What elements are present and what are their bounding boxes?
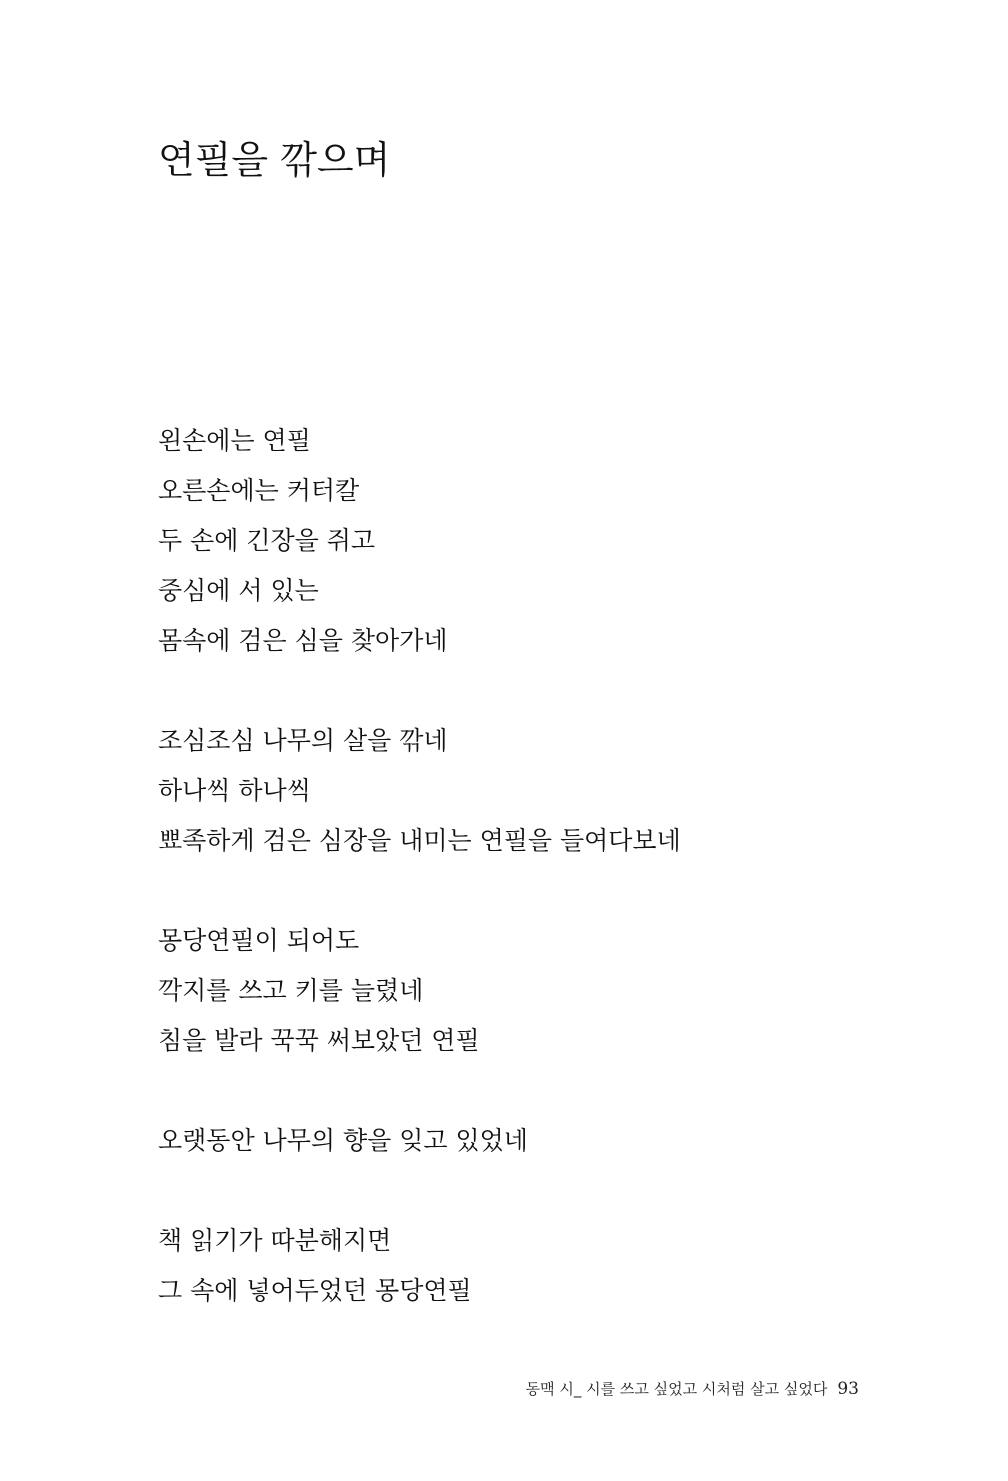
poem-line: 오랫동안 나무의 향을 잊고 있었네 <box>158 1126 528 1155</box>
poem-line: 두 손에 긴장을 쥐고 <box>158 526 376 555</box>
poem-line: 그 속에 넣어두었던 몽당연필 <box>158 1276 472 1305</box>
stanza <box>158 1216 878 1316</box>
poem-line: 하나씩 하나씩 <box>158 776 311 805</box>
poem-body <box>158 416 878 1366</box>
running-title: 동맥 시_ 시를 쓰고 싶었고 시처럼 살고 싶었다 <box>525 1380 828 1398</box>
poem-line: 뾰족하게 검은 심장을 내미는 연필을 들여다보네 <box>158 826 681 855</box>
poem-line: 몽당연필이 되어도 <box>158 926 360 955</box>
stanza <box>158 416 878 666</box>
poem-line: 몸속에 검은 심을 찾아가네 <box>158 626 448 655</box>
page-number: 93 <box>837 1379 859 1399</box>
poem-line: 왼손에는 연필 <box>158 426 311 455</box>
page-footer <box>526 1377 859 1401</box>
poem-line: 책 읽기가 따분해지면 <box>158 1226 392 1255</box>
poem-title: 연필을 깎으며 <box>158 138 391 182</box>
poem-line: 조심조심 나무의 살을 깎네 <box>158 726 448 755</box>
stanza <box>158 716 878 866</box>
stanza <box>158 1116 878 1166</box>
poem-line: 중심에 서 있는 <box>158 576 319 605</box>
poem-line: 오른손에는 커터칼 <box>158 476 360 505</box>
poem-line: 깍지를 쓰고 키를 늘렸네 <box>158 976 424 1005</box>
stanza <box>158 916 878 1066</box>
poem-line: 침을 발라 꾹꾹 써보았던 연필 <box>158 1026 480 1055</box>
